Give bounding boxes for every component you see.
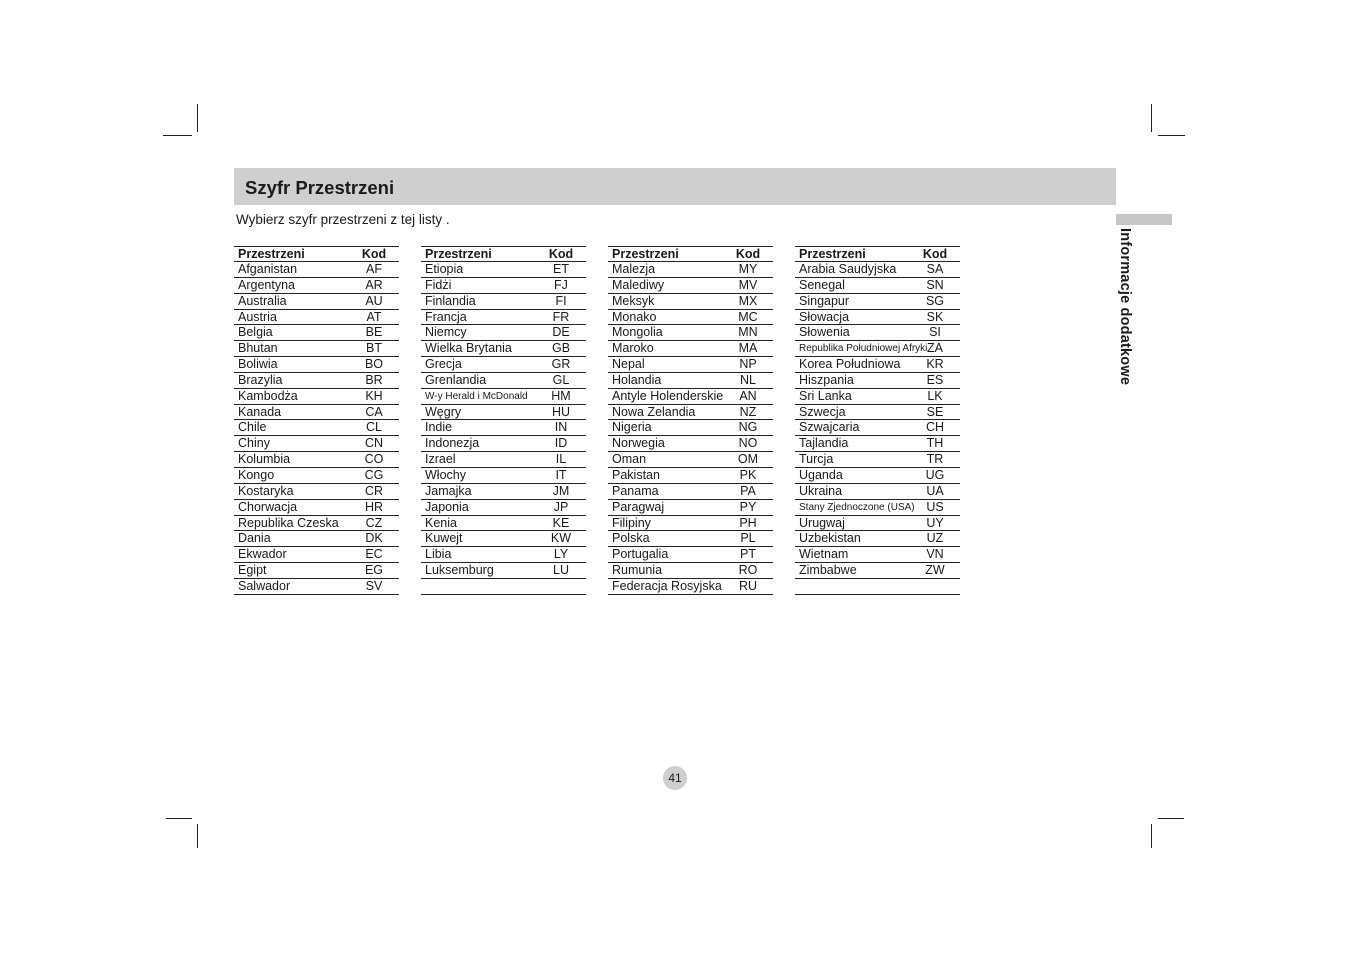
country-code: ET	[553, 262, 569, 276]
table-row	[234, 405, 399, 421]
country-name: Portugalia	[612, 547, 669, 562]
code-table-column	[234, 246, 399, 595]
country-name: Japonia	[425, 499, 469, 514]
table-row	[421, 468, 586, 484]
table-row	[608, 563, 773, 579]
table-row	[608, 389, 773, 405]
country-name: Australia	[238, 293, 287, 308]
country-code: KW	[550, 531, 572, 546]
country-name: Belgia	[238, 325, 273, 340]
country-code: US	[926, 499, 944, 514]
code-table-column	[795, 246, 960, 595]
table-row	[795, 468, 960, 484]
country-code: GR	[551, 357, 571, 372]
country-code: IN	[554, 420, 568, 435]
table-row	[421, 500, 586, 516]
table-row	[234, 294, 399, 310]
country-code: NP	[739, 357, 757, 372]
header-code: Kod	[361, 247, 387, 261]
country-name: Finlandia	[425, 293, 476, 308]
country-code: AR	[365, 277, 383, 292]
country-name: Zimbabwe	[799, 563, 857, 578]
country-name: Szwecja	[799, 404, 846, 419]
country-code: AU	[365, 293, 383, 308]
country-code: NG	[738, 420, 758, 435]
table-row	[608, 452, 773, 468]
country-name: Turcja	[799, 452, 834, 467]
country-code: JM	[552, 483, 570, 498]
table-row	[421, 516, 586, 532]
table-row	[795, 341, 960, 357]
country-name: Arabia Saudyjska	[799, 262, 897, 276]
table-row	[421, 579, 586, 595]
country-code: EC	[365, 547, 383, 562]
country-name: Nigeria	[612, 420, 652, 435]
table-row	[795, 452, 960, 468]
table-row	[608, 405, 773, 421]
table-row	[421, 294, 586, 310]
table-row	[234, 262, 399, 278]
country-code: SN	[926, 277, 944, 292]
country-name: Indonezja	[425, 436, 480, 451]
header-name: Przestrzeni	[612, 247, 679, 261]
header-code: Kod	[922, 247, 948, 261]
table-row	[795, 325, 960, 341]
table-row	[608, 420, 773, 436]
country-code: FI	[555, 293, 567, 308]
country-code: HR	[364, 499, 384, 514]
country-code: KH	[365, 388, 383, 403]
table-row	[795, 278, 960, 294]
country-name: Filipiny	[612, 515, 651, 530]
table-row	[234, 500, 399, 516]
country-name: Meksyk	[612, 293, 655, 308]
country-name: Maroko	[612, 341, 654, 356]
country-name: Egipt	[238, 563, 267, 578]
country-code: ZW	[925, 563, 945, 578]
code-table-column	[421, 246, 586, 595]
country-name: Antyle Holenderskie	[612, 388, 724, 403]
table-row	[234, 325, 399, 341]
table-row	[234, 420, 399, 436]
country-code: ID	[554, 436, 568, 451]
country-code: MN	[738, 325, 758, 340]
table-row	[234, 452, 399, 468]
country-code: GB	[551, 341, 571, 356]
country-name: Uzbekistan	[799, 531, 861, 546]
country-name: Boliwia	[238, 357, 278, 372]
country-name: Słowacja	[799, 309, 850, 324]
crop-mark	[197, 104, 198, 132]
table-row	[795, 547, 960, 563]
table-row	[608, 310, 773, 326]
country-code: SI	[929, 325, 941, 340]
country-code: JP	[553, 499, 569, 514]
country-name: Kenia	[425, 515, 457, 530]
table-row	[795, 579, 960, 595]
country-name: Argentyna	[238, 277, 295, 292]
country-code: OM	[737, 452, 759, 467]
table-row	[608, 500, 773, 516]
country-code: PK	[739, 467, 757, 482]
country-name: Brazylia	[238, 372, 283, 387]
country-code: NL	[740, 372, 756, 387]
country-name: Bhutan	[238, 341, 278, 356]
country-name: Ukraina	[799, 483, 843, 498]
country-code: LU	[553, 563, 569, 578]
country-name: Tajlandia	[799, 436, 849, 451]
country-code: TH	[926, 436, 944, 451]
country-name: Indie	[425, 420, 453, 435]
table-row	[608, 547, 773, 563]
table-row	[421, 547, 586, 563]
table-row	[608, 579, 773, 595]
crop-mark	[1151, 824, 1152, 848]
table-row	[795, 516, 960, 532]
country-code: PH	[739, 515, 757, 530]
table-row	[421, 262, 586, 278]
country-name: Senegal	[799, 277, 845, 292]
country-code: NO	[738, 436, 758, 451]
country-code: SE	[926, 404, 944, 419]
country-name: Hiszpania	[799, 372, 854, 387]
table-row	[608, 262, 773, 278]
table-row	[234, 278, 399, 294]
country-code: VN	[926, 547, 944, 562]
table-row	[795, 310, 960, 326]
header-code: Kod	[735, 247, 761, 261]
country-code: IT	[555, 467, 567, 482]
country-code: HU	[551, 404, 571, 419]
country-code: MX	[738, 293, 758, 308]
country-code: ES	[926, 372, 944, 387]
country-code: BE	[365, 325, 383, 340]
table-header-row	[421, 246, 586, 262]
country-code: UY	[926, 515, 944, 530]
country-name: W-y Herald i McDonald	[425, 390, 528, 402]
country-name: Federacja Rosyjska	[612, 578, 722, 593]
country-code: CZ	[365, 515, 383, 530]
country-code: PY	[739, 499, 757, 514]
country-name: Republika Południowej Afryki	[799, 343, 928, 355]
table-row	[234, 310, 399, 326]
table-row	[608, 484, 773, 500]
country-code: MY	[738, 262, 758, 276]
header-name: Przestrzeni	[238, 247, 305, 261]
crop-mark	[1158, 135, 1185, 136]
country-name: Republika Czeska	[238, 515, 339, 530]
country-name: Sri Lanka	[799, 388, 852, 403]
table-row	[608, 294, 773, 310]
country-name: Etiopia	[425, 262, 464, 276]
intro-text: Wybierz szyfr przestrzeni z tej listy .	[236, 212, 450, 227]
country-name: Paragwaj	[612, 499, 665, 514]
country-code: SA	[926, 262, 944, 276]
country-name: Afganistan	[238, 262, 298, 276]
country-code: ZA	[927, 341, 943, 356]
country-name: Węgry	[425, 404, 462, 419]
table-row	[421, 563, 586, 579]
table-row	[234, 547, 399, 563]
country-name: Dania	[238, 531, 271, 546]
country-name: Chile	[238, 420, 267, 435]
country-name: Włochy	[425, 467, 466, 482]
country-name: Szwajcaria	[799, 420, 860, 435]
table-row	[795, 294, 960, 310]
table-row	[795, 405, 960, 421]
crop-mark	[1158, 818, 1184, 819]
country-code: PA	[740, 483, 756, 498]
country-name: Kuwejt	[425, 531, 463, 546]
country-name: Kostaryka	[238, 483, 294, 498]
country-code: CO	[364, 452, 384, 467]
country-code: LK	[927, 388, 943, 403]
section-side-label: Informacje dodatkowe	[1117, 228, 1133, 386]
country-code: UA	[926, 483, 944, 498]
country-name: Libia	[425, 547, 452, 562]
country-code: SV	[365, 578, 383, 593]
country-name: Monako	[612, 309, 657, 324]
country-name: Uganda	[799, 467, 843, 482]
table-row	[795, 500, 960, 516]
table-row	[234, 341, 399, 357]
country-name: Nowa Zelandia	[612, 404, 696, 419]
country-name: Mongolia	[612, 325, 663, 340]
table-row	[421, 420, 586, 436]
table-row	[421, 405, 586, 421]
country-name: Izrael	[425, 452, 456, 467]
country-name: Niemcy	[425, 325, 467, 340]
table-row	[421, 357, 586, 373]
crop-mark	[166, 818, 192, 819]
table-row	[234, 436, 399, 452]
country-name: Panama	[612, 483, 659, 498]
header-name: Przestrzeni	[425, 247, 492, 261]
country-code: IL	[555, 452, 567, 467]
country-code: CN	[364, 436, 384, 451]
country-name: Kanada	[238, 404, 282, 419]
country-code: BO	[364, 357, 384, 372]
table-row	[421, 484, 586, 500]
country-name: Malediwy	[612, 277, 665, 292]
country-code: PT	[740, 547, 756, 562]
table-row	[234, 516, 399, 532]
country-name: Korea Południowa	[799, 357, 901, 372]
table-row	[234, 468, 399, 484]
table-row	[421, 436, 586, 452]
table-row	[234, 531, 399, 547]
country-name: Rumunia	[612, 563, 663, 578]
country-name: Stany Zjednoczone (USA)	[799, 501, 915, 513]
country-code: CR	[364, 483, 384, 498]
country-name: Grenlandia	[425, 372, 487, 387]
country-name: Pakistan	[612, 467, 660, 482]
country-name: Ekwador	[238, 547, 287, 562]
country-code: CL	[366, 420, 382, 435]
country-name: Kongo	[238, 467, 275, 482]
country-name: Norwegia	[612, 436, 665, 451]
country-name: Jamajka	[425, 483, 472, 498]
table-row	[234, 373, 399, 389]
table-row	[234, 563, 399, 579]
table-row	[608, 531, 773, 547]
side-tab-marker	[1116, 214, 1172, 225]
table-row	[795, 563, 960, 579]
table-row	[234, 579, 399, 595]
country-code: LY	[553, 547, 569, 562]
country-code: AT	[366, 309, 382, 324]
table-row	[421, 373, 586, 389]
table-row	[421, 310, 586, 326]
table-row	[795, 420, 960, 436]
crop-mark	[1151, 104, 1152, 132]
country-name: Singapur	[799, 293, 850, 308]
table-row	[608, 325, 773, 341]
table-header-row	[795, 246, 960, 262]
country-name: Austria	[238, 309, 277, 324]
country-name: Grecja	[425, 357, 462, 372]
country-code: CH	[925, 420, 945, 435]
country-name: Kolumbia	[238, 452, 291, 467]
country-name: Chorwacja	[238, 499, 298, 514]
country-name: Polska	[612, 531, 650, 546]
country-name: Słowenia	[799, 325, 850, 340]
table-row	[234, 357, 399, 373]
country-name: Kambodża	[238, 388, 298, 403]
country-code: CG	[364, 467, 384, 482]
table-row	[421, 278, 586, 294]
country-code: AF	[366, 262, 382, 276]
country-code: UZ	[926, 531, 944, 546]
country-code: FR	[552, 309, 570, 324]
table-row	[421, 531, 586, 547]
header-name: Przestrzeni	[799, 247, 866, 261]
table-row	[421, 389, 586, 405]
table-row	[795, 262, 960, 278]
country-code: SG	[925, 293, 945, 308]
table-row	[608, 468, 773, 484]
country-code: MA	[738, 341, 758, 356]
country-code: DK	[365, 531, 383, 546]
table-row	[795, 436, 960, 452]
country-name: Malezja	[612, 262, 656, 276]
country-code: BR	[365, 372, 383, 387]
country-code: PL	[740, 531, 756, 546]
country-code: KR	[926, 357, 944, 372]
table-row	[608, 341, 773, 357]
table-row	[795, 531, 960, 547]
crop-mark	[197, 824, 198, 848]
table-row	[421, 341, 586, 357]
country-code: MC	[738, 309, 758, 324]
country-name: Fidżi	[425, 277, 452, 292]
country-code: DE	[552, 325, 570, 340]
country-code: UG	[925, 467, 945, 482]
table-row	[608, 373, 773, 389]
title-bar	[234, 168, 1116, 205]
country-code: CA	[365, 404, 383, 419]
table-header-row	[608, 246, 773, 262]
table-row	[234, 389, 399, 405]
table-row	[421, 452, 586, 468]
header-code: Kod	[548, 247, 574, 261]
table-row	[608, 516, 773, 532]
country-code: KE	[552, 515, 570, 530]
table-row	[795, 373, 960, 389]
country-code: RO	[738, 563, 758, 578]
country-code: NZ	[739, 404, 757, 419]
country-name: Wietnam	[799, 547, 849, 562]
code-table-column	[608, 246, 773, 595]
table-row	[795, 357, 960, 373]
table-row	[608, 436, 773, 452]
crop-mark	[163, 135, 192, 136]
country-name: Wielka Brytania	[425, 341, 512, 356]
table-header-row	[234, 246, 399, 262]
country-code: MV	[738, 277, 758, 292]
table-row	[608, 278, 773, 294]
table-row	[421, 325, 586, 341]
country-name: Chiny	[238, 436, 270, 451]
country-code: EG	[364, 563, 384, 578]
page-title: Szyfr Przestrzeni	[245, 177, 395, 198]
country-code: FJ	[554, 277, 568, 292]
country-name: Nepal	[612, 357, 645, 372]
country-name: Luksemburg	[425, 563, 494, 578]
table-row	[795, 389, 960, 405]
country-name: Oman	[612, 452, 647, 467]
country-code: BT	[366, 341, 382, 356]
country-name: Urugwaj	[799, 515, 845, 530]
country-name: Francja	[425, 309, 467, 324]
country-code: AN	[739, 388, 757, 403]
country-code: TR	[926, 452, 944, 467]
country-code: HM	[551, 388, 571, 403]
country-code: RU	[738, 578, 758, 593]
table-row	[234, 484, 399, 500]
country-code: SK	[926, 309, 944, 324]
country-name: Holandia	[612, 372, 662, 387]
table-row	[795, 484, 960, 500]
country-code: GL	[552, 372, 570, 387]
table-row	[608, 357, 773, 373]
country-name: Salwador	[238, 578, 291, 593]
page-number: 41	[663, 766, 687, 790]
